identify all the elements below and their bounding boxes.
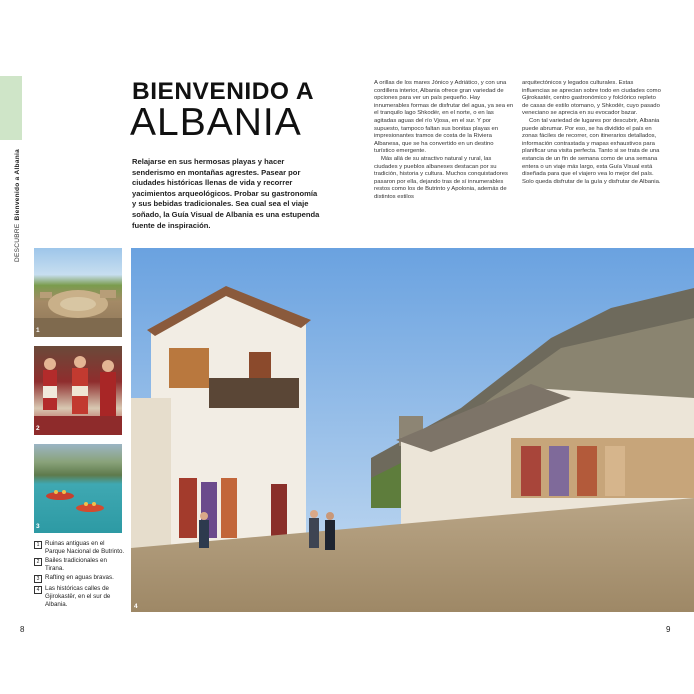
body-column-2 (522, 80, 662, 186)
caption-number: 1 (34, 541, 42, 549)
section-name: DESCUBRE (14, 223, 21, 262)
section-label (14, 149, 21, 262)
photo-rafting (34, 444, 122, 533)
photo-number-4: 4 (134, 603, 138, 610)
page-title-line2: ALBANIA (130, 101, 302, 144)
chapter-name: Bienvenido a Albania (14, 148, 21, 221)
section-tab (0, 76, 22, 140)
caption-text: Rafting en aguas bravas. (45, 574, 114, 582)
photo-captions (34, 540, 126, 610)
caption-text: Las históricas calles de Gjirokastër, en el sur de Albania. (45, 585, 111, 608)
photo-number-3: 3 (36, 523, 40, 530)
caption-number: 4 (34, 586, 42, 594)
lead-paragraph: Relajarse en sus hermosas playas y hacer senderismo en montañas agrestes. Pasear por ciudades históricas llenas de vida y recorrer yacimientos arqueológicos. Probar su gastronomía y sus bebidas tradicionales. Sea cual sea el viaje soñado, la Guía Visual de Albania es una estupenda fuente de inspiración. (132, 157, 320, 230)
caption-text: Ruinas antiguas en el Parque Nacional de Butrinto. (45, 540, 125, 555)
body-paragraph: Con tal variedad de lugares por descubrir, Albania puede abrumar. Por eso, se ha dividido el país en zonas fáciles de recorrer, con itinerarios detallados, información contrastada y mapas exhaustivos para planificar una visita perfecta. Tanto si se trata de una estancia de un fin de semana como de una semana entera o un viaje más largo, esta Guía Visual está diseñada para que el viajero vea lo mejor del país. Solo queda disfrutar de la guía y disfrutar de Albania. (522, 117, 661, 185)
body-column-1 (374, 80, 514, 202)
caption-number: 2 (34, 558, 42, 566)
photo-gjirokaster-street (131, 248, 694, 612)
caption-item (34, 574, 126, 583)
caption-item (34, 557, 126, 572)
photo-number-1: 1 (36, 327, 40, 334)
caption-item (34, 540, 126, 555)
caption-text: Bailes tradicionales en Tirana. (45, 557, 107, 572)
body-paragraph: Más allá de su atractivo natural y rural, las ciudades y pueblos albaneses destacan por su tradición, historia y cultura. Muchos conquistadores pasaron por ella, dejando tras de sí innumerables restos como los de Butrinto y Apolonia, además de distintos estilos (374, 155, 508, 200)
photo-butrint-ruins (34, 248, 122, 337)
photo-traditional-dancers (34, 346, 122, 435)
page-number-left: 8 (20, 625, 25, 634)
body-paragraph: arquitectónicos y legados culturales. Estas influencias se aprecian sobre todo en ciudades como Gjirokastër, centro gastronómico y folclórico repleto de casas de estilo otomano, y Shkodër, cuyo pasado veneciano se aprecia en su evocador bazar. (522, 80, 661, 117)
caption-item (34, 585, 126, 608)
body-paragraph: A orillas de los mares Jónico y Adriático, y con una cordillera interior, Albania ofrece gran variedad de opciones para ver un país pequeño. Hay innumerables formas de disfrutar del agua, ya sea en el tranquilo lago Shkodër, en el norte, o en las agitadas aguas del río Vjosa, en el sur. Y por supuesto, tampoco faltan sus bonitas playas en impresionantes tramos de costa de la Riviera Albanesa, que se ha convertido en un destino turístico emergente. (374, 80, 514, 155)
page-number-right: 9 (666, 625, 671, 634)
photo-number-2: 2 (36, 425, 40, 432)
page-title-line1: BIENVENIDO A (132, 78, 315, 105)
caption-number: 3 (34, 575, 42, 583)
